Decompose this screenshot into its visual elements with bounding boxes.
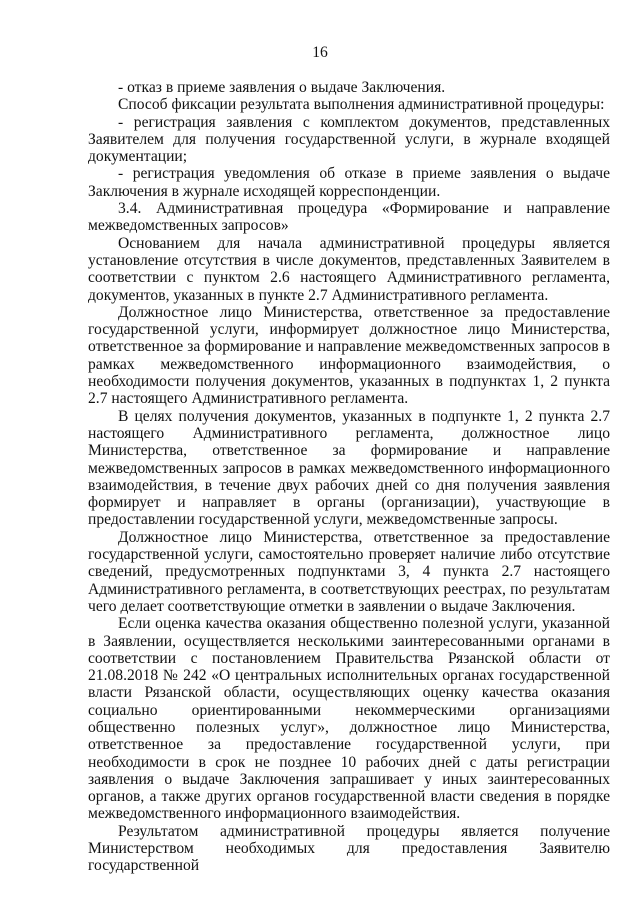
paragraph-grounds: Основанием для начала административной процедуры является установление отсутствия в числе документов, представленных Заявителем в соответствии с пунктом 2.6 настоящего Административного регламента, документов, указанных в пункте 2.7 Административного регламента. xyxy=(88,234,610,304)
paragraph-registration-outgoing: - регистрация уведомления об отказе в приеме заявления о выдаче Заключения в журнале исходящей корреспонденции. xyxy=(88,165,610,200)
paragraph-registry-check: Должностное лицо Министерства, ответственное за предоставление государственной услуги, самостоятельно проверяет наличие либо отсутствие сведений, предусмотренных подпунктами 3, 4 пункта 2.7 настоящего Административного регламента, в соответствующих реестрах, по результатам чего делает соответствующие отметки в заявлении о выдаче Заключения. xyxy=(88,528,610,615)
paragraph-official-informs: Должностное лицо Министерства, ответственное за предоставление государственной услуги, информирует должностное лицо Министерства, ответственное за формирование и направление межведомственных запросов в рамках межведомственного информационного взаимодействия, о необходимости получения документов, указанных в подпунктах 1, 2 пункта 2.7 настоящего Административного регламента. xyxy=(88,303,610,408)
paragraph-fixation-method: Способ фиксации результата выполнения административной процедуры: xyxy=(118,96,605,114)
paragraph-refusal-item: - отказ в приеме заявления о выдаче Заключения. xyxy=(118,79,446,96)
paragraph-requests-forming: В целях получения документов, указанных в подпункте 1, 2 пункта 2.7 настоящего Административного регламента, должностное лицо Министерства, ответственное за формирование и направление межведомственных запросов в рамках межведомственного информационного взаимодействия, в течение двух рабочих дней со дня получения заявления формирует и направляет в органы (организации), участвующие в предоставлении государственной услуги, межведомственные запросы. xyxy=(88,407,610,529)
paragraph-quality-assessment: Если оценка качества оказания общественно полезной услуги, указанной в Заявлении, осуществляется несколькими заинтересованными органами в соответствии с постановлением Правительства Рязанской области от 21.08.2018 № 242 «О центральных исполнительных органах государственной власти Рязанской области, осуществляющих оценку качества оказания социально ориентированными некоммерческими организациями общественно полезных услуг», должностное лицо Министерства, ответственное за предоставление государственной услуги, при необходимости в срок не позднее 10 рабочих дней с даты регистрации заявления о выдаче Заключения запрашивает у иных заинтересованных органов, а также других органов государственной власти сведения в порядке межведомственного информационного взаимодействия. xyxy=(88,615,610,823)
page-number: 16 xyxy=(312,44,328,61)
paragraph-result: Результатом административной процедуры является получение Министерством необходимых для предоставления Заявителю государственной xyxy=(88,822,610,875)
document-body xyxy=(88,79,610,875)
section-heading-3-4: 3.4. Административная процедура «Формирование и направление межведомственных запросов» xyxy=(88,200,610,235)
paragraph-registration-incoming: - регистрация заявления с комплектом документов, представленных Заявителем для получения государственной услуги, в журнале входящей документации; xyxy=(88,113,610,166)
